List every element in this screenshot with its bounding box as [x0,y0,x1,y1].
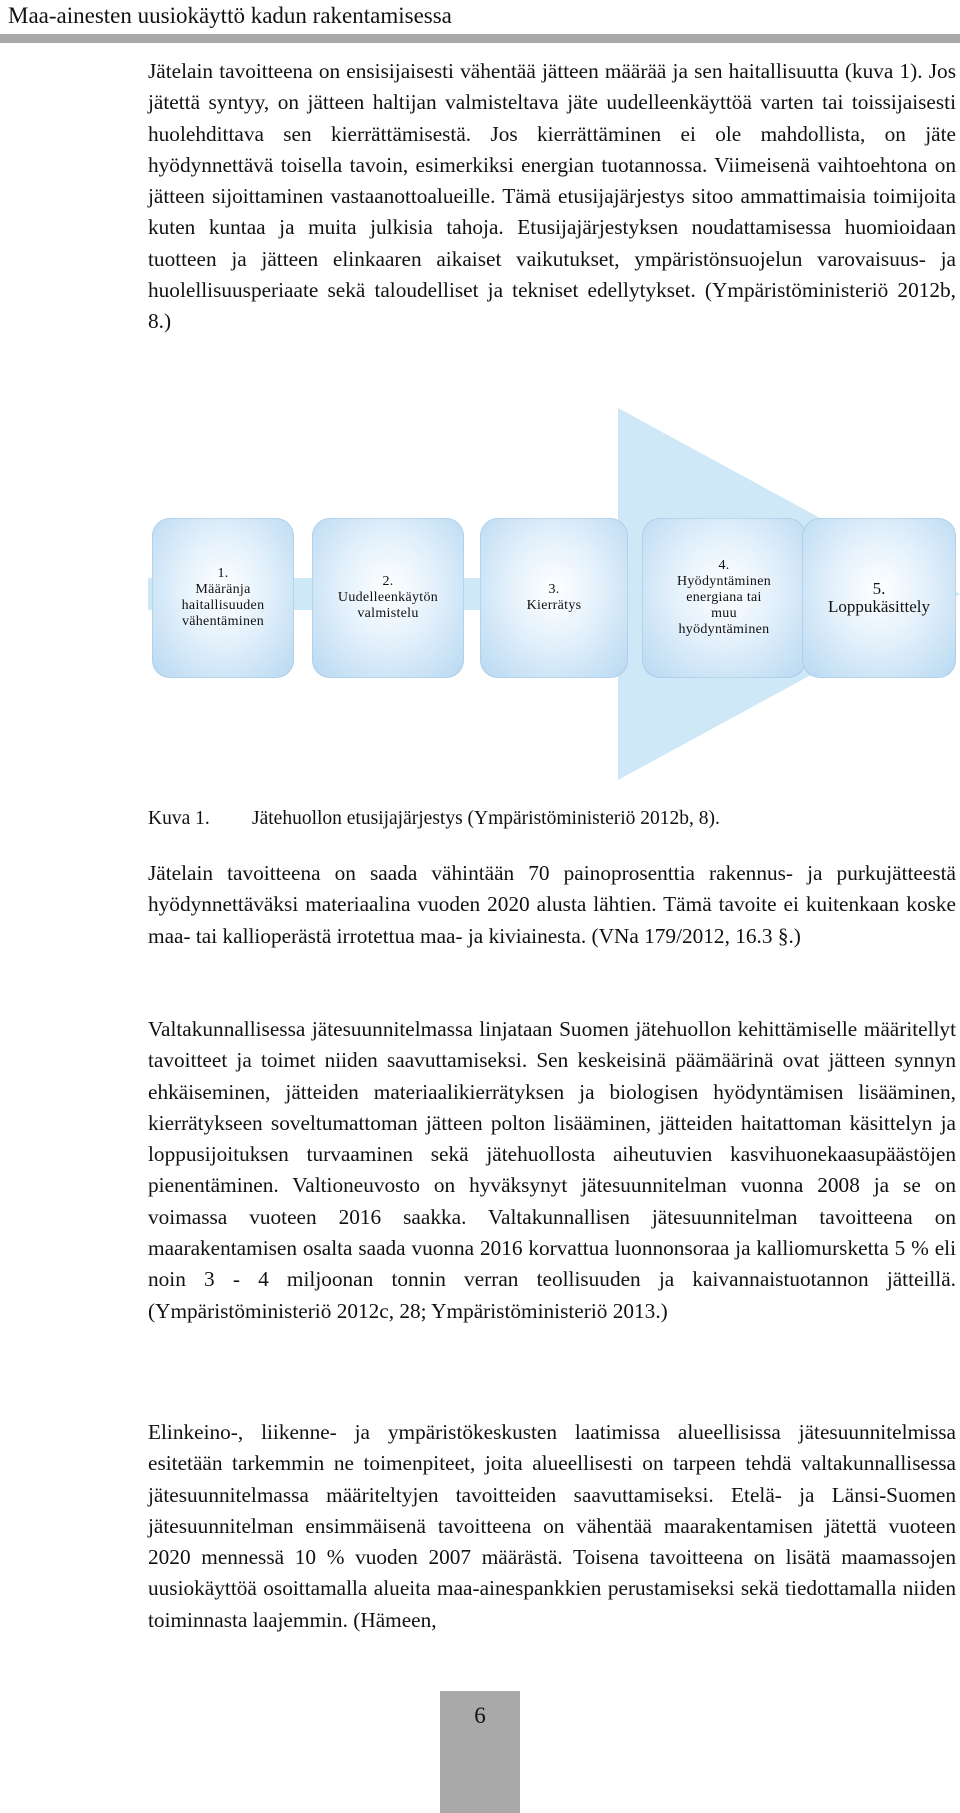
caption-label: Kuva 1. [148,808,210,829]
step-3-label: 3. Kierrätys [526,582,582,613]
step-2-label: 2. Uudelleenkäytön valmistelu [337,574,439,621]
caption-text: Jätehuollon etusijajärjestys (Ympäristöministeriö 2012b, 8). [252,808,720,829]
step-4-box [642,518,806,678]
paragraph-3: Valtakunnallisessa jätesuunnitelmassa linjataan Suomen jätehuollon kehittämiselle määritellyt tavoitteet ja toimet niiden saavuttamiseksi. Sen keskeisinä päämäärinä ovat jätteen synnyn ehkäiseminen, jätteiden materiaalikierrätyksen ja biologisen hyödyntämisen lisääminen, kierrätykseen soveltumattoman jätteen polton lisääminen, jätteiden haitattoman käsittelyn ja loppusijoituksen turvaaminen sekä jätehuollosta aiheutuvien kasvihuonekaasupäästöjen pienentäminen. Valtioneuvosto on hyväksynyt jätesuunnitelman vuonna 2008 ja se on voimassa vuoteen 2016 saakka. Valtakunnallisen jätesuunnitelman tavoitteena on maarakentamisen osalta saada vuonna 2016 korvattua luonnonsoraa ja kalliomursketta 5 % eli noin 3 - 4 miljoonan tonnin verran teollisuuden ja kaivannaistuotannon jätteillä. (Ympäristöministeriö 2012c, 28; Ympäristöministeriö 2013.) [148,1017,956,1323]
step-1-box [152,518,294,678]
header-title: Maa-ainesten uusiokäyttö kadun rakentamisessa [8,3,452,28]
header-rule [0,34,960,43]
step-2-box [312,518,464,678]
paragraph-1: Jätelain tavoitteena on ensisijaisesti vähentää jätteen määrää ja sen haitallisuutta (kuva 1). Jos jätettä syntyy, on jätteen haltijan valmisteltava jäte uudelleenkäyttöä varten tai toissijaisesti huolehdittava sen kierrättämisestä. Jos kierrättäminen ei ole mahdollista, on jäte hyödynnettävä toisella tavoin, esimerkiksi energian tuotannossa. Viimeisenä vaihtoehtona on jätteen sijoittaminen vastaanottoalueille. Tämä etusijajärjestys sitoo ammattimaisia toimijoita kuten kuntaa ja muita julkisia tahoja. Etusijajärjestyksen noudattamisessa huomioidaan tuotteen ja jätteen elinkaaren aikaiset vaikutukset, ympäristönsuojelun varovaisuus- ja huolellisuusperiaate sekä taloudelliset ja tekniset edellytykset. (Ympäristöministeriö 2012b, 8.) [148,59,956,334]
paragraph-2: Jätelain tavoitteena on saada vähintään 70 painoprosenttia rakennus- ja purkujätteestä hyödynnettäväksi materiaalina vuoden 2020 alusta lähtien. Tämä tavoite ei kuitenkaan koske maa- tai kallioperästä irrotettua maa- ja kiviainesta. (VNa 179/2012, 16.3 §.) [148,861,956,948]
paragraph-4: Elinkeino-, liikenne- ja ympäristökeskusten laatimissa alueellisissa jätesuunnitelmissa esitetään tarkemmin ne toimenpiteet, joita alueellisesti on tarpeen tehdä valtakunnallisessa jätesuunnitelmassa määriteltyjen tavoitteiden saavuttamiseksi. Etelä- ja Länsi-Suomen jätesuunnitelman ensimmäisenä tavoitteena on vähentää maarakentamisen jätettä vuoteen 2020 mennessä 10 % vuoden 2007 määrästä. Toisena tavoitteena on lisätä maamassojen uusiokäyttöä osoittamalla alueita maa-ainespankkien perustamiseksi sekä tiedottamalla niiden toiminnasta laajemmin. (Hämeen, [148,1420,956,1632]
running-header [0,0,960,46]
page-number-box [440,1691,520,1813]
page-number: 6 [474,1703,486,1728]
step-4-label: 4. Hyödyntäminen energiana tai muu hyödyntäminen [676,558,772,637]
step-5-label: 5. Loppukäsittely [828,579,930,616]
step-3-box [480,518,628,678]
step-5-box [802,518,956,678]
priority-diagram [148,408,960,780]
step-1-label: 1. Määränja haitallisuuden vähentäminen [181,566,265,629]
